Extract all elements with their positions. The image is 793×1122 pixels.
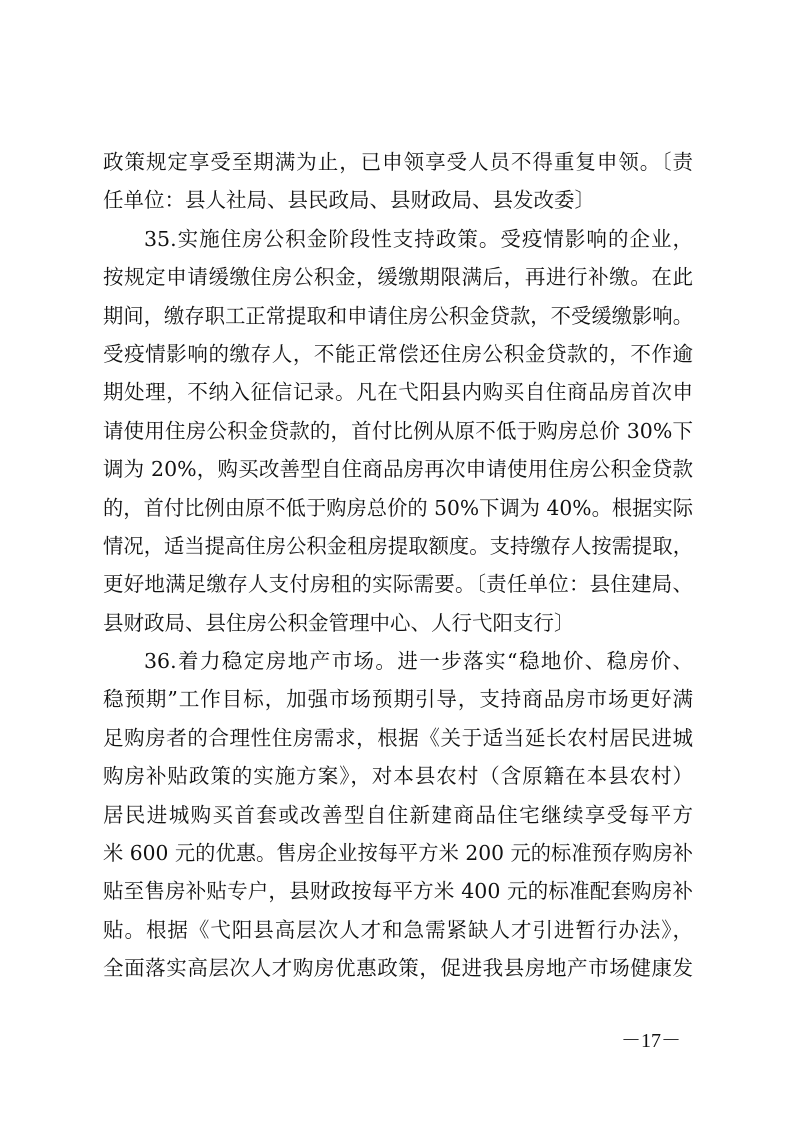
text-line: 35.实施住房公积金阶段性支持政策。受疫情影响的企业， [144,226,693,251]
body-text [103,143,693,988]
text-line: 居民进城购买首套或改善型自住新建商品住宅继续享受每平方 [103,802,693,827]
text-line: 米 600 元的优惠。售房企业按每平方米 200 元的标准预存购房补 [103,841,693,866]
text-line: 贴。根据《弋阳县高层次人才和急需紧缺人才引进暂行办法》， [103,917,693,942]
text-line: 情况，适当提高住房公积金租房提取额度。支持缴存人按需提取， [103,533,693,558]
text-line: 政策规定享受至期满为止，已申领享受人员不得重复申领。〔责 [103,150,693,174]
text-line: 足购房者的合理性住房需求，根据《关于适当延长农村居民进城 [103,725,693,750]
text-line: 请使用住房公积金贷款的，首付比例从原不低于购房总价 30%下 [103,418,693,443]
text-line: 县财政局、县住房公积金管理中心、人行弋阳支行〕 [103,610,575,635]
text-line: 调为 20%，购买改善型自住商品房再次申请使用住房公积金贷款 [103,457,693,482]
text-line: 任单位：县人社局、县民政局、县财政局、县发改委〕 [103,188,595,213]
text-line: 受疫情影响的缴存人，不能正常偿还住房公积金贷款的，不作逾 [103,341,693,366]
text-line: 36.着力稳定房地产市场。进一步落实“稳地价、稳房价、 [144,649,693,674]
text-line: 购房补贴政策的实施方案》，对本县农村（含原籍在本县农村） [103,764,693,789]
page-number: －17－ [621,1030,681,1052]
text-line: 按规定申请缓缴住房公积金，缓缴期限满后，再进行补缴。在此 [103,265,693,290]
text-line: 全面落实高层次人才购房优惠政策，促进我县房地产市场健康发 [103,956,693,981]
text-line: 稳预期”工作目标，加强市场预期引导，支持商品房市场更好满 [103,687,693,712]
text-line: 更好地满足缴存人支付房租的实际需要。〔责任单位：县住建局、 [103,572,693,597]
text-line: 贴至售房补贴专户，县财政按每平方米 400 元的标准配套购房补 [103,879,693,904]
text-line: 的，首付比例由原不低于购房总价的 50%下调为 40%。根据实际 [103,495,693,520]
text-line: 期间，缴存职工正常提取和申请住房公积金贷款，不受缓缴影响。 [103,303,693,328]
text-line: 期处理，不纳入征信记录。凡在弋阳县内购买自住商品房首次申 [103,380,693,405]
